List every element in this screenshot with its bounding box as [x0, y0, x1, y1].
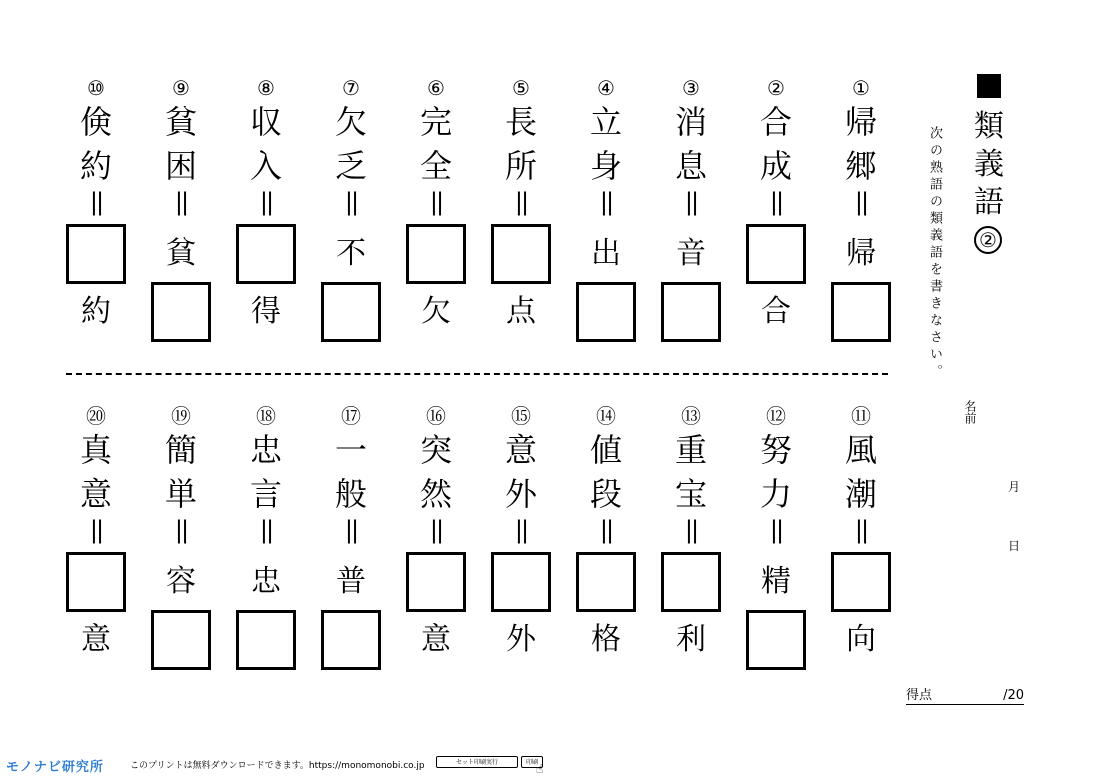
hint-char: 格 [591, 622, 621, 657]
worksheet-title [974, 74, 1004, 254]
answer-box[interactable] [406, 552, 466, 612]
word-char: 所 [504, 147, 537, 185]
problem-number: ⑨ [172, 76, 190, 100]
site-logo: モノナビ研究所 [6, 760, 104, 775]
answer-box[interactable] [661, 282, 721, 342]
problem-number: ⑲ [171, 404, 191, 428]
day-label: 日 [1008, 539, 1021, 553]
equals-sign: || [769, 516, 783, 544]
word-char: 段 [589, 475, 622, 513]
name-label-text: 名前 [963, 400, 977, 424]
answer-box[interactable] [321, 610, 381, 670]
answer-box[interactable] [746, 224, 806, 284]
word-char: 全 [419, 147, 452, 185]
problem-number: ② [767, 76, 785, 100]
equals-sign: || [174, 516, 188, 544]
word-char: 意 [504, 431, 537, 469]
hint-char: 帰 [846, 236, 876, 271]
problem-number: ⑳ [86, 404, 106, 428]
equals-sign: || [684, 188, 698, 216]
equals-sign: || [89, 188, 103, 216]
problem-number: ⑰ [341, 404, 361, 428]
score-total: /20 [1003, 688, 1024, 703]
instruction-string: 次の熟語の類義語を書きなさい。 [927, 126, 942, 381]
word-char: 忠 [249, 431, 282, 469]
word-char: 長 [504, 103, 537, 141]
answer-box[interactable] [746, 610, 806, 670]
footer-note: このプリントは無料ダウンロードできます。https://monomonobi.co.jp [130, 761, 425, 771]
hint-char: 意 [81, 622, 111, 657]
word-char: 欠 [334, 103, 367, 141]
problem-number: ⑩ [87, 76, 105, 100]
word-char: 成 [759, 147, 792, 185]
answer-box[interactable] [576, 282, 636, 342]
word-char: 言 [249, 475, 282, 513]
answer-box[interactable] [491, 224, 551, 284]
problem-number: ⑯ [426, 404, 446, 428]
word-char: 潮 [844, 475, 877, 513]
problem-number: ④ [597, 76, 615, 100]
word-char: 入 [249, 147, 282, 185]
equals-sign: || [174, 188, 188, 216]
problem-number: ⑮ [511, 404, 531, 428]
hint-char: 精 [761, 564, 791, 599]
word-char: 重 [674, 431, 707, 469]
word-char: 消 [674, 103, 707, 141]
cursor-icon: ☝ [536, 762, 544, 776]
hint-char: 点 [506, 294, 536, 329]
hint-char: 音 [676, 236, 706, 271]
section-divider [66, 373, 888, 375]
equals-sign: || [429, 188, 443, 216]
answer-box[interactable] [151, 282, 211, 342]
equals-sign: || [89, 516, 103, 544]
hint-char: 貧 [166, 236, 196, 271]
word-char: 収 [249, 103, 282, 141]
problem-number: ⑱ [256, 404, 276, 428]
equals-sign: || [514, 188, 528, 216]
word-char: 意 [79, 475, 112, 513]
answer-box[interactable] [321, 282, 381, 342]
hint-char: 欠 [421, 294, 451, 329]
answer-box[interactable] [661, 552, 721, 612]
word-char: 完 [419, 103, 452, 141]
equals-sign: || [514, 516, 528, 544]
word-char: 努 [759, 431, 792, 469]
equals-sign: || [769, 188, 783, 216]
title-char: 義 [974, 147, 1004, 182]
word-char: 宝 [674, 475, 707, 513]
problem-number: ⑧ [257, 76, 275, 100]
problem-number: ⑭ [596, 404, 616, 428]
title-char: 類 [974, 109, 1004, 144]
word-char: 単 [164, 475, 197, 513]
word-char: 貧 [164, 103, 197, 141]
problem-number: ⑦ [342, 76, 360, 100]
hint-char: 意 [421, 622, 451, 657]
word-char: 約 [79, 147, 112, 185]
answer-box[interactable] [236, 224, 296, 284]
answer-box[interactable] [491, 552, 551, 612]
problem-number: ⑪ [851, 404, 871, 428]
word-char: 困 [164, 147, 197, 185]
score-field [906, 688, 1024, 705]
equals-sign: || [854, 188, 868, 216]
word-char: 帰 [844, 103, 877, 141]
score-label: 得点 [906, 688, 933, 703]
answer-box[interactable] [831, 552, 891, 612]
answer-box[interactable] [576, 552, 636, 612]
footer [0, 754, 1100, 774]
set-print-button[interactable]: セット印刷実行 [436, 756, 518, 768]
hint-char: 不 [336, 236, 366, 271]
word-char: 立 [589, 103, 622, 141]
answer-box[interactable] [151, 610, 211, 670]
title-number: ② [974, 226, 1002, 254]
instruction-text [924, 126, 944, 386]
hint-char: 利 [676, 622, 706, 657]
print-button[interactable]: 印刷 [521, 756, 543, 768]
answer-box[interactable] [66, 552, 126, 612]
answer-box[interactable] [236, 610, 296, 670]
hint-char: 向 [846, 622, 876, 657]
hint-char: 外 [506, 622, 536, 657]
word-char: 値 [589, 431, 622, 469]
hint-char: 得 [251, 294, 281, 329]
title-char: 語 [974, 185, 1004, 220]
equals-sign: || [854, 516, 868, 544]
word-char: 般 [334, 475, 367, 513]
word-char: 身 [589, 147, 622, 185]
word-char: 簡 [164, 431, 197, 469]
word-char: 郷 [844, 147, 877, 185]
equals-sign: || [344, 188, 358, 216]
problem-number: ① [852, 76, 870, 100]
word-char: 突 [419, 431, 452, 469]
problem-number: ③ [682, 76, 700, 100]
hint-char: 普 [336, 564, 366, 599]
answer-box[interactable] [66, 224, 126, 284]
hint-char: 約 [81, 294, 111, 329]
month-label: 月 [1008, 480, 1021, 494]
name-label [962, 400, 976, 428]
hint-char: 容 [166, 564, 196, 599]
answer-box[interactable] [831, 282, 891, 342]
word-char: 然 [419, 475, 452, 513]
equals-sign: || [429, 516, 443, 544]
problem-number: ⑥ [427, 76, 445, 100]
word-char: 一 [334, 431, 367, 469]
equals-sign: || [259, 188, 273, 216]
equals-sign: || [684, 516, 698, 544]
word-char: 外 [504, 475, 537, 513]
problem-number: ⑫ [766, 404, 786, 428]
hint-char: 出 [591, 236, 621, 271]
title-square-icon [977, 74, 1001, 98]
word-char: 合 [759, 103, 792, 141]
word-char: 息 [674, 147, 707, 185]
hint-char: 忠 [251, 564, 281, 599]
answer-box[interactable] [406, 224, 466, 284]
word-char: 力 [759, 475, 792, 513]
word-char: 風 [844, 431, 877, 469]
hint-char: 合 [761, 294, 791, 329]
word-char: 乏 [334, 147, 367, 185]
equals-sign: || [599, 516, 613, 544]
equals-sign: || [259, 516, 273, 544]
word-char: 倹 [79, 103, 112, 141]
problem-number: ⑬ [681, 404, 701, 428]
word-char: 真 [79, 431, 112, 469]
problem-number: ⑤ [512, 76, 530, 100]
equals-sign: || [599, 188, 613, 216]
equals-sign: || [344, 516, 358, 544]
